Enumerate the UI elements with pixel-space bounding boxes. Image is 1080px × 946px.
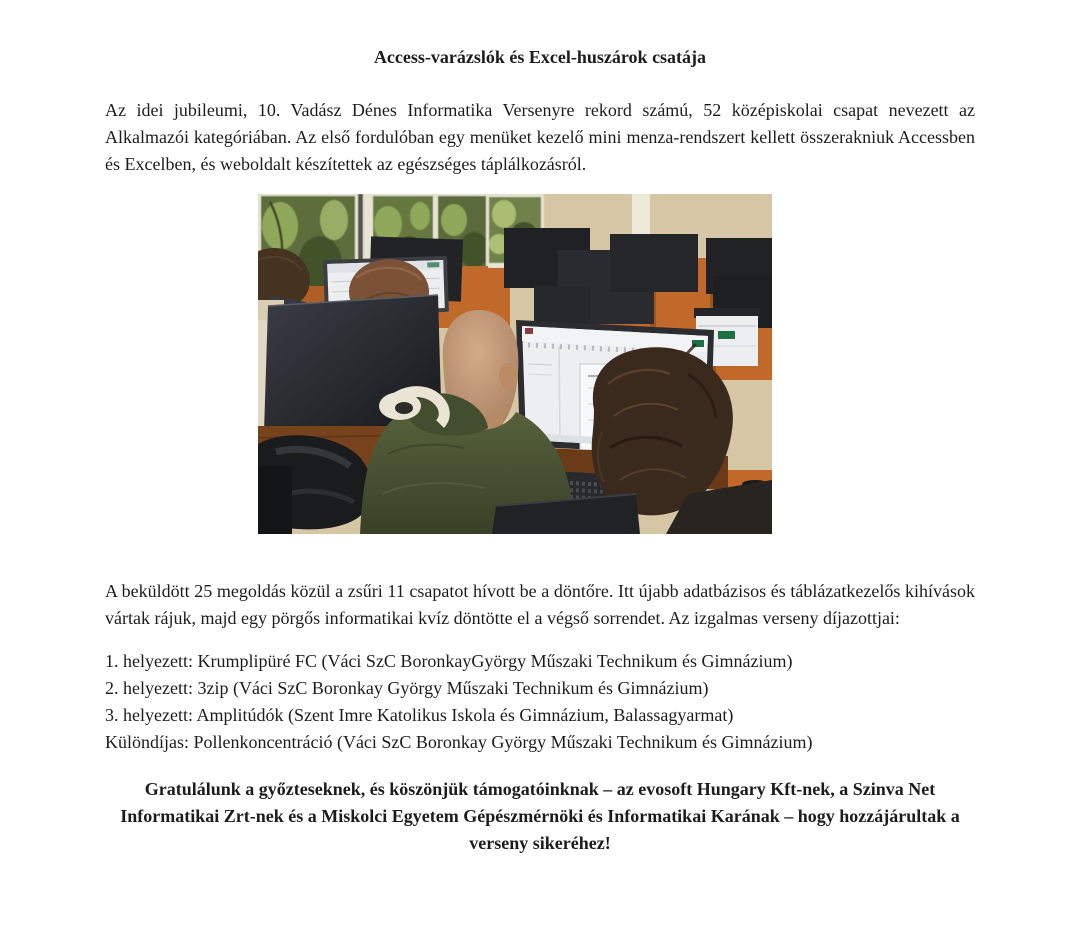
winner-item-third-place: 3. helyezett: Amplitúdók (Szent Imre Katolikus Iskola és Gimnázium, Balassagyarmat) bbox=[105, 705, 734, 725]
results-paragraph: A beküldött 25 megoldás közül a zsűri 11 csapatot hívott be a döntőre. Itt újabb adatbázisos és táblázatkezelős kihívások vártak rájuk, majd egy pörgős informatikai kvíz döntötte el a végső sorrendet. Az izgalmas verseny díjazottjai: bbox=[105, 581, 975, 628]
winner-item-special-prize: Különdíjas: Pollenkoncentráció (Váci SzC Boronkay György Műszaki Technikum és Gimnázium) bbox=[105, 732, 813, 752]
winner-item-second-place: 2. helyezett: 3zip (Váci SzC Boronkay György Műszaki Technikum és Gimnázium) bbox=[105, 678, 709, 698]
closing-paragraph: Gratulálunk a győzteseknek, és köszönjük támogatóinknak – az evosoft Hungary Kft-nek, a Szinva Net Informatikai Zrt-nek és a Miskolci Egyetem Gépészmérnöki és Informatikai Karának – hogy hozzájárultak a verseny sikeréhez! bbox=[120, 779, 960, 853]
article-page bbox=[105, 0, 975, 857]
left-speaker bbox=[258, 466, 292, 534]
winner-item-first-place: 1. helyezett: Krumplipüré FC (Váci SzC BoronkayGyörgy Műszaki Technikum és Gimnázium) bbox=[105, 651, 793, 671]
article-title: Access-varázslók és Excel-huszárok csatája bbox=[373, 47, 707, 67]
classroom-photo-illustration bbox=[258, 194, 772, 534]
winners-list bbox=[105, 648, 975, 756]
classroom-photo bbox=[258, 194, 772, 534]
intro-paragraph: Az idei jubileumi, 10. Vadász Dénes Informatika Versenyre rekord számú, 52 középiskolai csapat nevezett az Alkalmazói kategóriában. Az első fordulóban egy menüket kezelő mini menza-rendszert kellett összerakniuk Accessben és Excelben, és weboldalt készítettek az egészséges táplálkozásról. bbox=[105, 100, 975, 174]
